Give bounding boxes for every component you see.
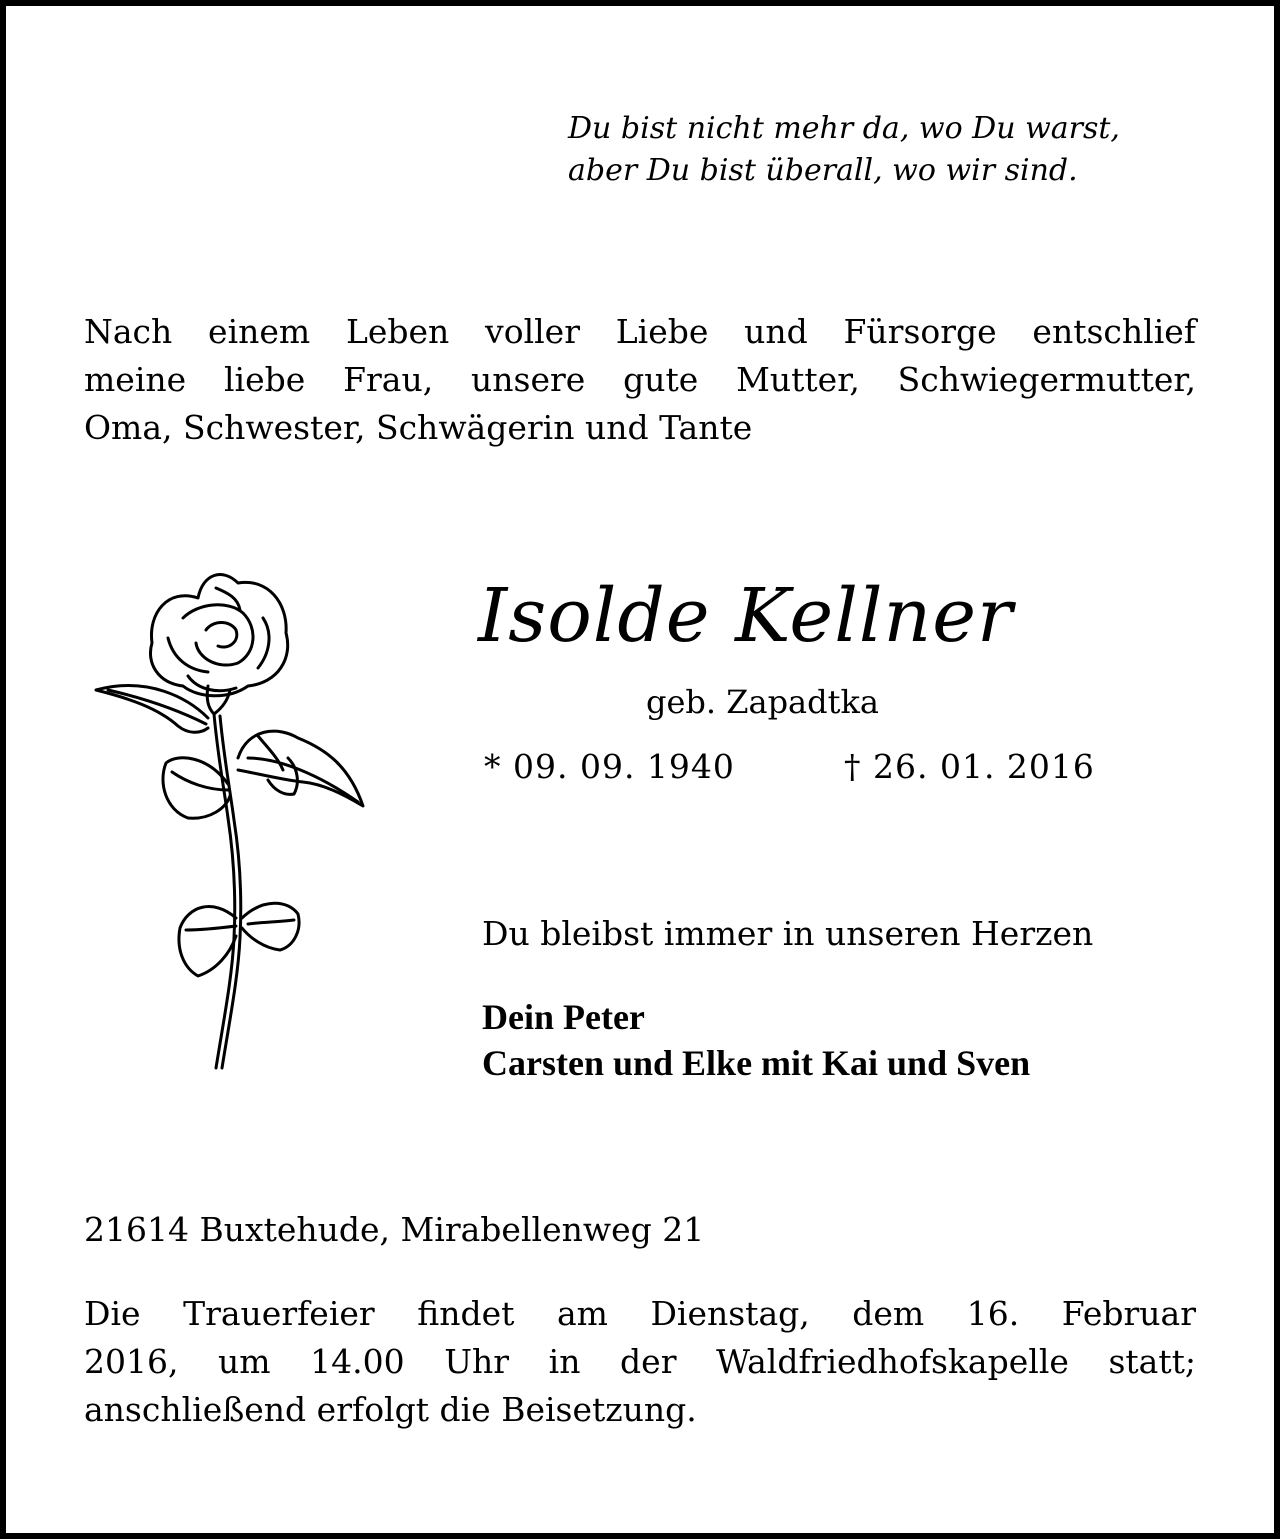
funeral-notice <box>84 1290 1196 1434</box>
intro-line-1: Nach einem Leben voller Liebe und Fürsorge entschlief <box>84 312 1196 351</box>
intro-line-3: Oma, Schwester, Schwägerin und Tante <box>84 408 753 447</box>
funeral-line-1: Die Trauerfeier findet am Dienstag, dem 16. Februar <box>84 1294 1196 1333</box>
motto-quote <box>568 108 1120 192</box>
death-date: † 26. 01. 2016 <box>844 747 1095 786</box>
signers <box>482 994 1030 1086</box>
rose-icon <box>88 558 368 1078</box>
motto-line-2: aber Du bist überall, wo wir sind. <box>568 153 1078 188</box>
signer-line-1: Dein Peter <box>482 997 645 1037</box>
remembrance-line: Du bleibst immer in unseren Herzen <box>482 914 1094 953</box>
funeral-line-2: 2016, um 14.00 Uhr in der Waldfriedhofskapelle statt; <box>84 1342 1196 1381</box>
signer-line-2: Carsten und Elke mit Kai und Sven <box>482 1043 1031 1083</box>
birth-name: geb. Zapadtka <box>646 683 879 721</box>
birth-date: * 09. 09. 1940 <box>484 747 735 786</box>
deceased-name: Isolde Kellner <box>478 573 1014 659</box>
motto-line-1: Du bist nicht mehr da, wo Du warst, <box>568 111 1120 146</box>
funeral-line-3: anschließend erfolgt die Beisetzung. <box>84 1390 697 1429</box>
address: 21614 Buxtehude, Mirabellenweg 21 <box>84 1210 705 1249</box>
intro-line-2: meine liebe Frau, unsere gute Mutter, Schwiegermutter, <box>84 360 1196 399</box>
intro-text <box>84 308 1196 452</box>
